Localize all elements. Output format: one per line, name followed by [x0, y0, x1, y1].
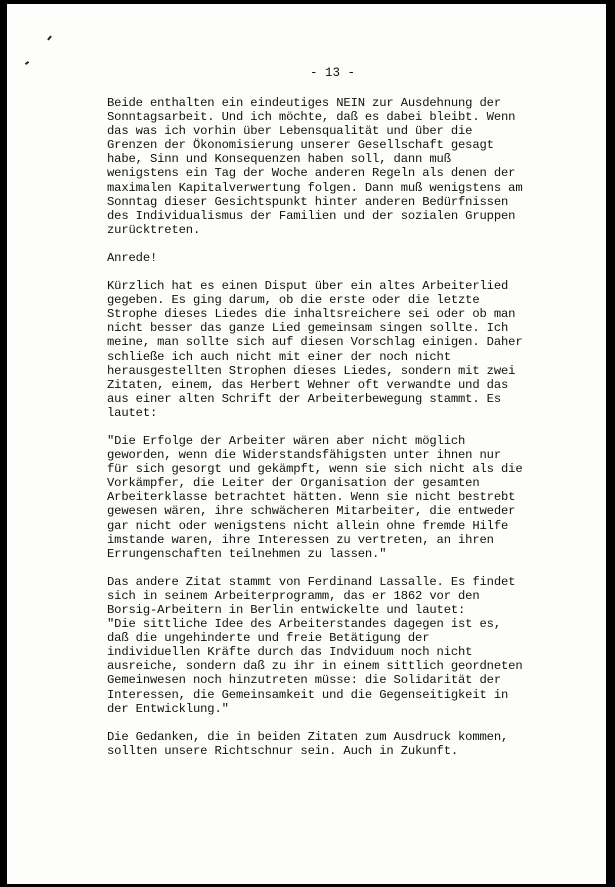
text-line: meine, man sollte sich auf diesen Vorschlag einigen. Daher: [107, 335, 523, 350]
text-line: ausreiche, sondern daß zu ihr in einem sittlich geordneten: [107, 659, 523, 674]
text-line: Zitaten, einem, das Herbert Wehner oft verwandte und das: [107, 377, 509, 392]
text-line: Gemeinwesen noch hinzutreten müsse: die Solidarität der: [107, 673, 502, 688]
text-line: lautet:: [107, 405, 158, 420]
document-page: [7, 4, 606, 884]
text-line: herausgestellten Strophen dieses Liedes, sondern mit zwei: [107, 363, 516, 378]
text-line: individuellen Kräfte durch das Indviduum noch nicht: [107, 645, 473, 660]
text-line: imstande waren, ihre Interessen zu vertreten, an ihren: [107, 532, 494, 547]
scan-mark: [25, 61, 29, 65]
text-line: Die Gedanken, die in beiden Zitaten zum Ausdruck kommen,: [107, 729, 509, 744]
text-line: Sonntag dieser Gesichtspunkt hinter anderen Bedürfnissen: [107, 194, 509, 209]
text-line: Errungenschaften teilnehmen zu lassen.": [107, 546, 387, 561]
paragraph: [107, 251, 577, 265]
paragraph: [107, 575, 577, 716]
text-line: Interessen, die Gemeinsamkeit und die Gegenseitigkeit in: [107, 687, 509, 702]
text-line: "Die Erfolge der Arbeiter wären aber nicht möglich: [107, 433, 466, 448]
text-line: der Entwicklung.": [107, 701, 229, 716]
text-line: für sich gesorgt und gekämpft, wenn sie sich nicht als die: [107, 462, 523, 477]
text-line: habe, Sinn und Konsequenzen haben soll, dann muß: [107, 152, 451, 167]
text-line: Anrede!: [107, 250, 158, 265]
text-line: nicht besser das ganze Lied gemeinsam singen sollte. Ich: [107, 321, 509, 336]
text-line: gewesen wären, ihre schwächeren Mitarbeiter, die entweder: [107, 504, 516, 519]
quote-paragraph: [107, 434, 577, 561]
text-line: Das andere Zitat stammt von Ferdinand Lassalle. Es findet: [107, 574, 516, 589]
paragraph: [107, 730, 577, 758]
text-line: Kürzlich hat es einen Disput über ein altes Arbeiterlied: [107, 279, 509, 294]
text-line: Sonntagsarbeit. Und ich möchte, daß es dabei bleibt. Wenn: [107, 110, 516, 125]
text-line: Borsig-Arbeitern in Berlin entwickelte und lautet:: [107, 603, 466, 617]
text-line: aus einer alten Schrift der Arbeiterbewegung stammt. Es: [107, 391, 502, 406]
text-line: wenigstens ein Tag der Woche anderen Regeln als denen der: [107, 166, 516, 181]
text-line: Vorkämpfer, die Leiter der Organisation der gesamten: [107, 476, 480, 491]
text-line: "Die sittliche Idee des Arbeiterstandes dagegen ist es,: [107, 617, 502, 632]
paragraph: [107, 279, 577, 420]
body-text: [107, 96, 577, 772]
text-line: das was ich vorhin über Lebensqualität und über die: [107, 124, 473, 139]
text-line: des Individualismus der Familien und der sozialen Gruppen: [107, 208, 516, 223]
text-line: Beide enthalten ein eindeutiges NEIN zur Ausdehnung der: [107, 96, 502, 110]
text-line: Strophe dieses Liedes die inhaltsreichere sei oder ob man: [107, 307, 516, 322]
paragraph: [107, 96, 577, 237]
text-line: Arbeiterklasse betrachtet hätten. Wenn sie nicht bestrebt: [107, 490, 516, 505]
text-line: zurücktreten.: [107, 222, 201, 237]
text-line: sollten unsere Richtschnur sein. Auch in Zukunft.: [107, 743, 459, 758]
text-line: maximalen Kapitalverwertung folgen. Dann muß wenigstens am: [107, 180, 523, 195]
text-line: daß die ungehinderte und freie Betätigung der: [107, 631, 430, 646]
text-line: gegeben. Es ging darum, ob die erste oder die letzte: [107, 293, 480, 308]
text-line: gar nicht oder wenigstens nicht allein ohne fremde Hilfe: [107, 518, 509, 533]
text-line: geworden, wenn die Widerstandsfähigsten unter ihnen nur: [107, 448, 502, 463]
text-line: sich in seinem Arbeiterprogramm, das er 1862 vor den: [107, 588, 480, 603]
page-number: - 13 -: [309, 66, 355, 80]
scan-mark: [47, 35, 52, 40]
text-line: Grenzen der Ökonomisierung unserer Gesellschaft gesagt: [107, 138, 494, 153]
text-line: schließe ich auch nicht mit einer der noch nicht: [107, 349, 451, 364]
